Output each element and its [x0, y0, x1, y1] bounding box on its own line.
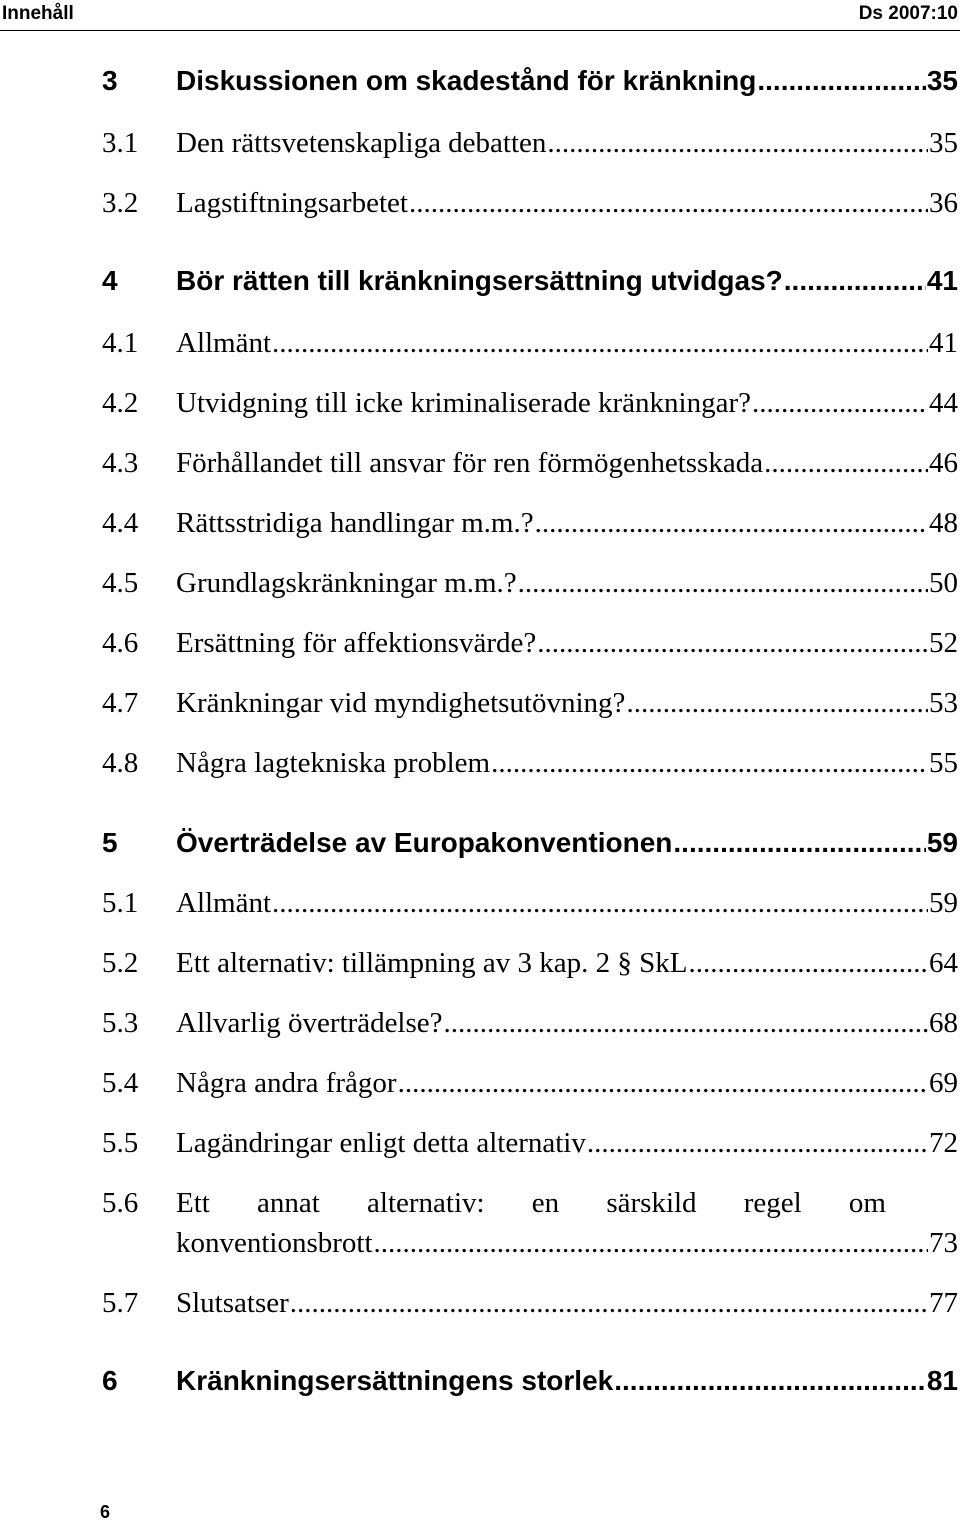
header-document-id: Ds 2007:10	[858, 3, 958, 24]
toc-leader-dots	[547, 126, 928, 160]
toc-title-word: Ett	[176, 1187, 210, 1219]
toc-entry-number: 4.6	[102, 627, 139, 659]
toc-entry-number: 5.3	[102, 1007, 139, 1039]
toc-entry-number: 5.1	[102, 887, 139, 919]
toc-entry-page: 48	[929, 507, 958, 539]
toc-entry-title: Lagändringar enligt detta alternativ	[176, 1127, 586, 1159]
toc-entry-title: Några lagtekniska problem	[176, 747, 491, 779]
toc-entry-page: 73	[929, 1227, 958, 1259]
toc-entry-page: 72	[929, 1127, 958, 1159]
toc-entry-number: 4.2	[102, 387, 139, 419]
toc-entry-title-line2: konventionsbrott	[176, 1227, 373, 1259]
toc-entry-page: 64	[929, 947, 958, 979]
toc-title-word: annat	[257, 1187, 320, 1219]
toc-leader-dots	[764, 446, 928, 480]
toc-entry-title: Rättsstridiga handlingar m.m.?	[176, 507, 534, 539]
toc-leader-dots	[398, 1066, 928, 1100]
toc-entry-page: 50	[929, 567, 958, 599]
toc-entry-title: Utvidgning till icke kriminaliserade kränkningar?	[176, 387, 752, 419]
toc-entry-page: 55	[929, 747, 958, 779]
toc-entry-number: 5.7	[102, 1287, 139, 1319]
toc-title-word: alternativ:	[367, 1187, 485, 1219]
toc-entry-title: Allmänt	[176, 887, 272, 919]
toc-entry-title: Kränkningsersättningens storlek	[176, 1365, 614, 1396]
toc-leader-dots	[272, 886, 928, 920]
toc-entry-title: Grundlagskränkningar m.m.?	[176, 567, 517, 599]
toc-entry-title: Allmänt	[176, 327, 272, 359]
toc-entry-title: Överträdelse av Europakonventionen	[176, 827, 673, 858]
toc-entry-number: 3	[102, 65, 118, 96]
toc-leader-dots	[752, 386, 928, 420]
toc-leader-dots	[290, 1286, 928, 1320]
toc-entry-number: 4	[102, 265, 118, 296]
toc-entry-page: 36	[929, 187, 958, 219]
toc-entry-title-line1	[176, 1186, 886, 1220]
toc-entry-number: 4.7	[102, 687, 139, 719]
toc-entry-title: Några andra frågor	[176, 1067, 397, 1099]
toc-leader-dots	[518, 566, 928, 600]
toc-entry-title: Ett alternativ: tillämpning av 3 kap. 2 § SkL	[176, 947, 688, 979]
toc-entry-number: 4.5	[102, 567, 139, 599]
toc-leader-dots	[537, 626, 928, 660]
toc-entry-title: Bör rätten till kränkningsersättning utvidgas?	[176, 265, 783, 296]
page-number: 6	[100, 1502, 111, 1522]
toc-entry-number: 5.4	[102, 1067, 139, 1099]
toc-entry-page: 68	[929, 1007, 958, 1039]
toc-leader-dots	[374, 1226, 928, 1260]
toc-entry-title: Ersättning för affektionsvärde?	[176, 627, 537, 659]
toc-entry-number: 3.1	[102, 127, 139, 159]
toc-leader-dots	[444, 1006, 928, 1040]
toc-entry-number: 3.2	[102, 187, 139, 219]
toc-entry-page: 41	[929, 327, 958, 359]
toc-title-word: om	[848, 1187, 886, 1219]
toc-title-word: särskild	[606, 1187, 697, 1219]
toc-leader-dots	[272, 326, 928, 360]
toc-leader-dots	[784, 264, 926, 298]
toc-leader-dots	[535, 506, 928, 540]
toc-entry-title: Kränkningar vid myndighetsutövning?	[176, 687, 626, 719]
toc-leader-dots	[409, 186, 928, 220]
toc-leader-dots	[757, 64, 925, 98]
toc-entry-page: 44	[929, 387, 958, 419]
toc-leader-dots	[614, 1364, 926, 1398]
toc-entry-number: 5.2	[102, 947, 139, 979]
toc-entry-page: 46	[929, 447, 958, 479]
toc-entry-page: 53	[929, 687, 958, 719]
toc-title-word: en	[531, 1187, 560, 1219]
toc-leader-dots	[626, 686, 928, 720]
toc-entry-number: 4.4	[102, 507, 139, 539]
toc-entry-page: 81	[926, 1365, 958, 1396]
toc-leader-dots	[587, 1126, 928, 1160]
toc-entry-number: 4.1	[102, 327, 139, 359]
toc-entry-number: 5.5	[102, 1127, 139, 1159]
toc-leader-dots	[491, 746, 928, 780]
toc-leader-dots	[688, 946, 928, 980]
toc-entry-number: 5	[102, 827, 118, 858]
toc-entry-page: 59	[929, 887, 958, 919]
toc-entry-title: Diskussionen om skadestånd för kränkning	[176, 65, 757, 96]
toc-entry-page: 59	[926, 827, 958, 858]
header-section-label: Innehåll	[2, 3, 74, 24]
toc-entry-title: Den rättsvetenskapliga debatten	[176, 127, 547, 159]
toc-entry-title: Förhållandet till ansvar för ren förmögenhetsskada	[176, 447, 764, 479]
toc-entry-page: 52	[929, 627, 958, 659]
toc-entry-page: 35	[929, 127, 958, 159]
toc-entry-page: 77	[929, 1287, 958, 1319]
toc-entry-page: 69	[929, 1067, 958, 1099]
toc-title-word: regel	[743, 1187, 802, 1219]
toc-entry-number: 6	[102, 1365, 118, 1396]
toc-leader-dots	[673, 826, 925, 860]
toc-entry-number: 5.6	[102, 1187, 139, 1219]
toc-entry-title: Allvarlig överträdelse?	[176, 1007, 443, 1039]
toc-entry-page: 35	[926, 65, 958, 96]
toc-entry-title: Lagstiftningsarbetet	[176, 187, 408, 219]
toc-entry-title: Slutsatser	[176, 1287, 289, 1319]
toc-entry-number: 4.3	[102, 447, 139, 479]
toc-entry-number: 4.8	[102, 747, 139, 779]
toc-entry-page: 41	[926, 265, 958, 296]
